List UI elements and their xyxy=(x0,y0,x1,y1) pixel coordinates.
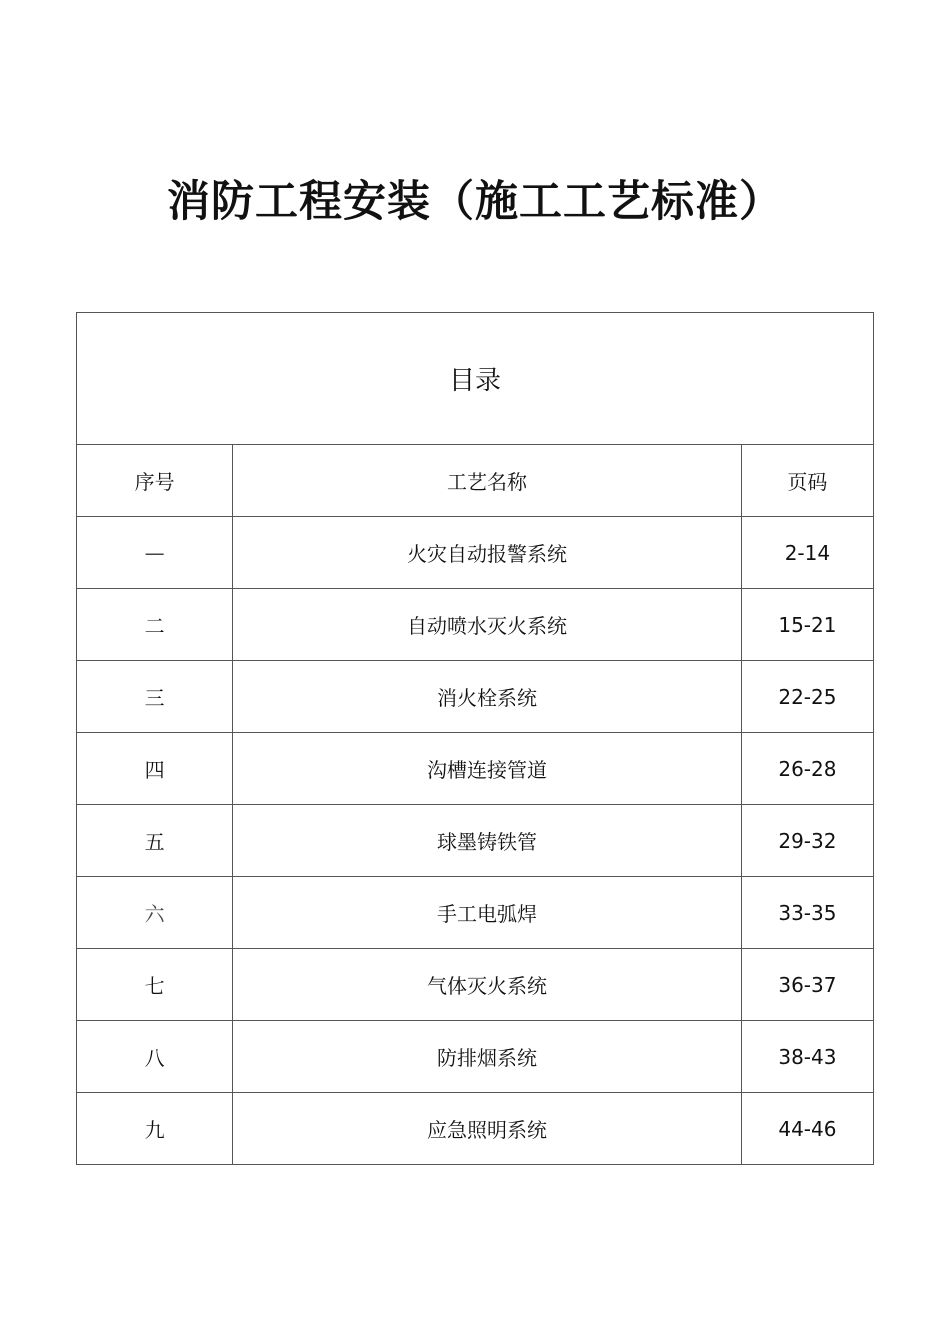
toc-row-number: 六 xyxy=(77,877,233,949)
toc-row-page: 15-21 xyxy=(741,589,873,661)
toc-row-name: 自动喷水灭火系统 xyxy=(233,589,742,661)
toc-row-name: 火灾自动报警系统 xyxy=(233,517,742,589)
header-name: 工艺名称 xyxy=(233,445,742,517)
toc-row xyxy=(77,805,874,877)
toc-row-name: 球墨铸铁管 xyxy=(233,805,742,877)
toc-row-number: — xyxy=(77,517,233,589)
toc-row-name: 应急照明系统 xyxy=(233,1093,742,1165)
toc-row xyxy=(77,517,874,589)
toc-row-name: 气体灭火系统 xyxy=(233,949,742,1021)
toc-row-page: 26-28 xyxy=(741,733,873,805)
toc-caption-row xyxy=(77,313,874,445)
toc-row-number: 二 xyxy=(77,589,233,661)
toc-row-number: 五 xyxy=(77,805,233,877)
toc-table xyxy=(76,312,874,1165)
toc-row-page: 2-14 xyxy=(741,517,873,589)
toc-row-page: 33-35 xyxy=(741,877,873,949)
toc-row xyxy=(77,877,874,949)
toc-row-name: 消火栓系统 xyxy=(233,661,742,733)
toc-row-name: 防排烟系统 xyxy=(233,1021,742,1093)
toc-row xyxy=(77,1093,874,1165)
toc-row xyxy=(77,949,874,1021)
toc-row-number: 七 xyxy=(77,949,233,1021)
toc-caption: 目录 xyxy=(77,313,874,445)
header-page: 页码 xyxy=(741,445,873,517)
toc-row-number: 八 xyxy=(77,1021,233,1093)
toc-row-number: 九 xyxy=(77,1093,233,1165)
toc-row xyxy=(77,661,874,733)
toc-row xyxy=(77,589,874,661)
toc-row-number: 四 xyxy=(77,733,233,805)
toc-row-page: 44-46 xyxy=(741,1093,873,1165)
document-title: 消防工程安装（施工工艺标准） xyxy=(167,177,783,227)
toc-row-page: 38-43 xyxy=(741,1021,873,1093)
toc-row-page: 22-25 xyxy=(741,661,873,733)
toc-row-page: 29-32 xyxy=(741,805,873,877)
toc-row xyxy=(77,733,874,805)
toc-row-page: 36-37 xyxy=(741,949,873,1021)
toc-row xyxy=(77,1021,874,1093)
header-number: 序号 xyxy=(77,445,233,517)
toc-row-number: 三 xyxy=(77,661,233,733)
toc-row-name: 沟槽连接管道 xyxy=(233,733,742,805)
toc-header-row xyxy=(77,445,874,517)
toc-row-name: 手工电弧焊 xyxy=(233,877,742,949)
